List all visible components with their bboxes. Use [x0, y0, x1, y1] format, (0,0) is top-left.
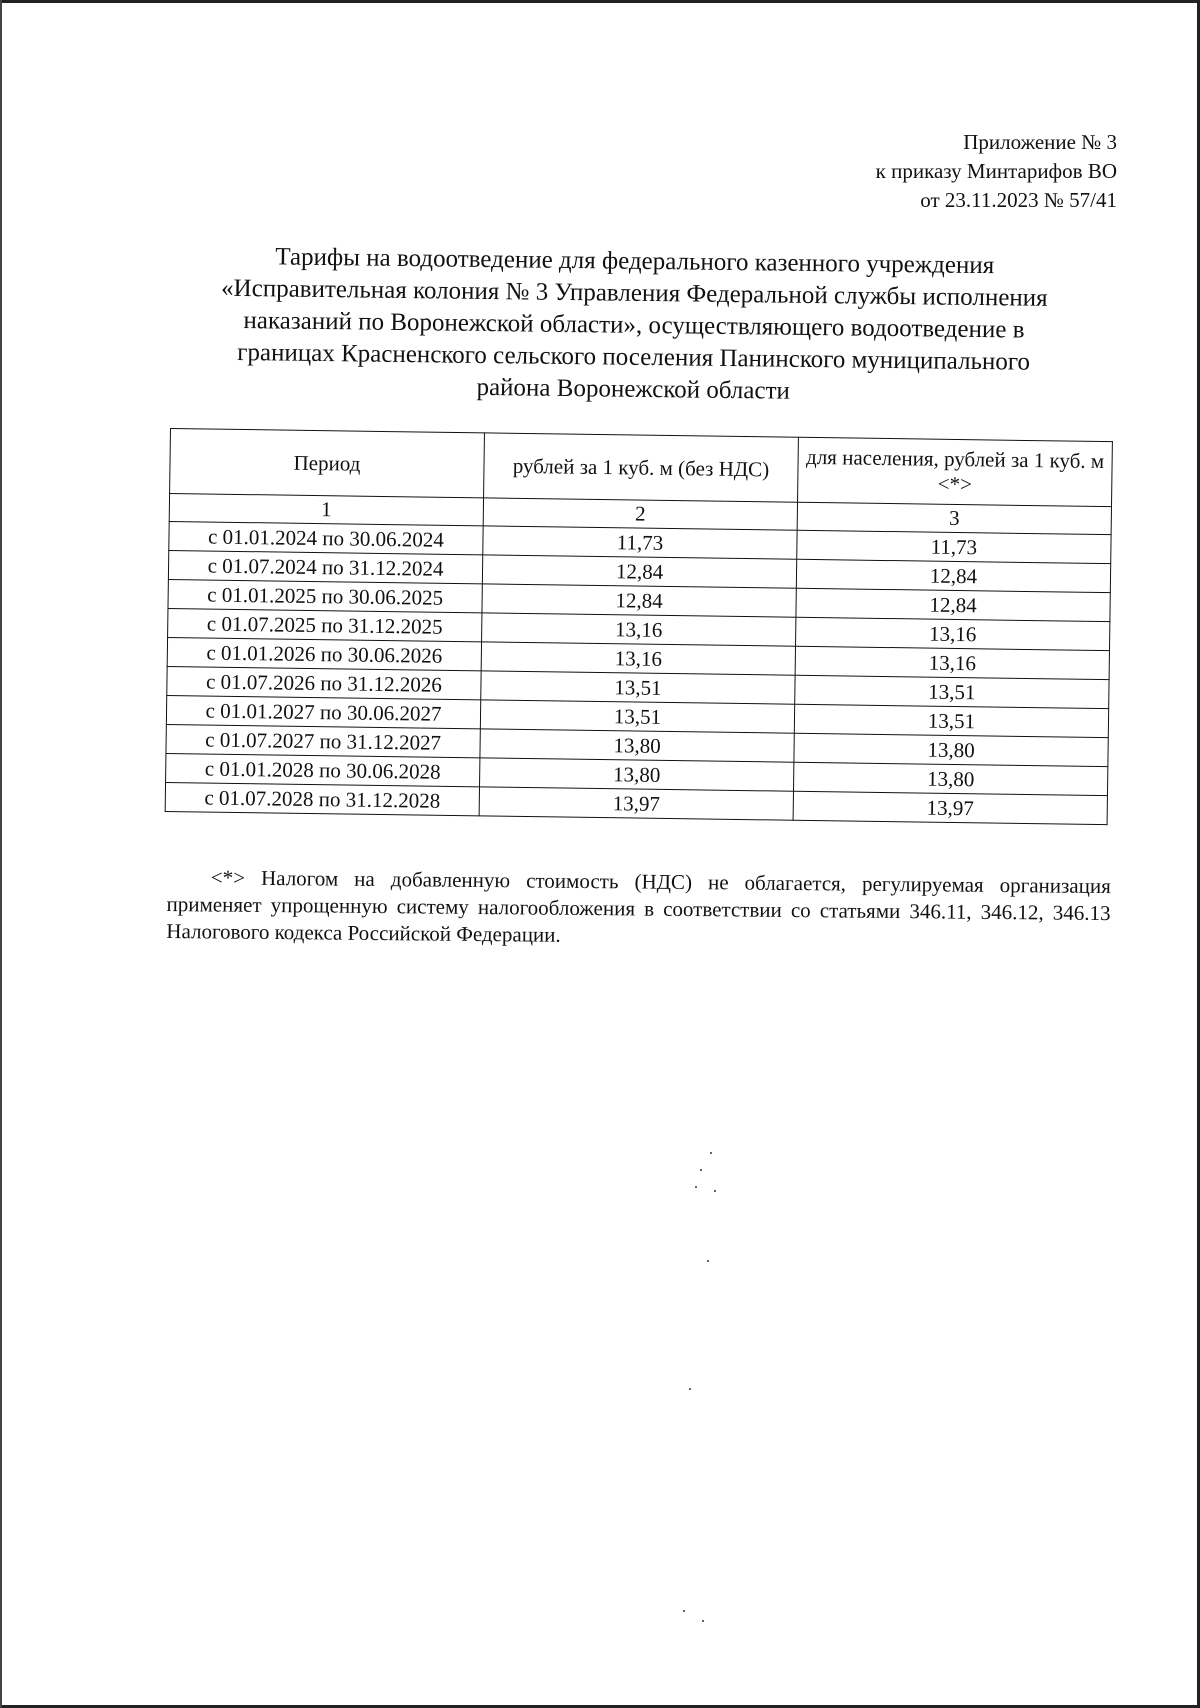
scan-speck: [683, 1610, 685, 1612]
period-cell: с 01.07.2028 по 31.12.2028: [165, 782, 479, 815]
header-rate-population: для населения, рублей за 1 куб. м <*>: [798, 437, 1113, 506]
scan-speck: [707, 1260, 709, 1262]
population-rate-cell: 13,16: [796, 617, 1110, 650]
header-period: Период: [170, 429, 485, 498]
population-rate-cell: 13,97: [793, 791, 1107, 824]
column-number: 1: [169, 494, 483, 526]
document-title: [158, 240, 1110, 412]
appendix-order: к приказу Минтарифов ВО: [875, 159, 1117, 183]
page-border-left: [0, 0, 2, 1708]
tariff-table-wrap: [165, 428, 1113, 825]
scan-speck: [714, 1190, 716, 1192]
population-rate-cell: 13,51: [794, 704, 1108, 737]
population-rate-cell: 13,16: [795, 646, 1109, 679]
appendix-number: Приложение № 3: [963, 130, 1117, 154]
period-cell: с 01.01.2027 по 30.06.2027: [166, 695, 480, 728]
period-cell: с 01.01.2025 по 30.06.2025: [168, 579, 482, 612]
population-rate-cell: 13,80: [793, 762, 1107, 795]
period-cell: с 01.01.2024 по 30.06.2024: [169, 521, 483, 554]
scan-speck: [700, 1169, 702, 1171]
scan-speck: [710, 1152, 712, 1154]
rate-cell: 13,80: [480, 758, 794, 791]
population-rate-cell: 12,84: [796, 559, 1110, 592]
title-line: наказаний по Воронежской области», осуществляющего водоотведение в: [243, 307, 1025, 344]
period-cell: с 01.07.2026 по 31.12.2026: [167, 666, 481, 699]
column-number: 2: [483, 498, 797, 530]
title-line: Тарифы на водоотведение для федерального казенного учреждения: [275, 243, 995, 280]
tariff-table: [165, 428, 1113, 825]
population-rate-cell: 13,51: [795, 675, 1109, 708]
period-cell: с 01.01.2028 по 30.06.2028: [166, 753, 480, 786]
rate-cell: 13,16: [481, 642, 795, 675]
vat-footnote: <*> Налогом на добавленную стоимость (НДС) не облагается, регулируемая организация применяет упрощенную систему налогообложения в соответствии со статьями 346.11, 346.12, 346.13 Налогового кодекса Российской Федерации.: [166, 865, 1111, 947]
appendix-reference: [876, 128, 1117, 215]
population-rate-cell: 12,84: [796, 588, 1110, 621]
column-number: 3: [797, 502, 1111, 534]
rate-cell: 13,97: [479, 787, 793, 820]
rate-cell: 13,51: [481, 671, 795, 704]
period-cell: с 01.07.2027 по 31.12.2027: [166, 724, 480, 757]
title-line: «Исправительная колония № 3 Управления Федеральной службы исполнения: [220, 274, 1048, 312]
header-rate-without-vat: рублей за 1 куб. м (без НДС): [484, 433, 799, 502]
title-line: границах Красненского сельского поселения Панинского муниципального: [237, 338, 1031, 376]
scan-speck: [689, 1388, 691, 1390]
population-rate-cell: 13,80: [794, 733, 1108, 766]
scan-speck: [702, 1620, 704, 1622]
period-cell: с 01.01.2026 по 30.06.2026: [167, 637, 481, 670]
appendix-date: от 23.11.2023 № 57/41: [920, 188, 1117, 212]
population-rate-cell: 11,73: [797, 530, 1111, 563]
scan-speck: [695, 1186, 697, 1188]
page-border-top: [0, 0, 1200, 3]
rate-cell: 12,84: [482, 584, 796, 617]
period-cell: с 01.07.2024 по 31.12.2024: [168, 550, 482, 583]
rate-cell: 11,73: [483, 526, 797, 559]
title-line: района Воронежской области: [476, 373, 791, 405]
rate-cell: 13,16: [482, 613, 796, 646]
rate-cell: 13,51: [480, 700, 794, 733]
period-cell: с 01.07.2025 по 31.12.2025: [168, 608, 482, 641]
rate-cell: 12,84: [482, 555, 796, 588]
rate-cell: 13,80: [480, 729, 794, 762]
